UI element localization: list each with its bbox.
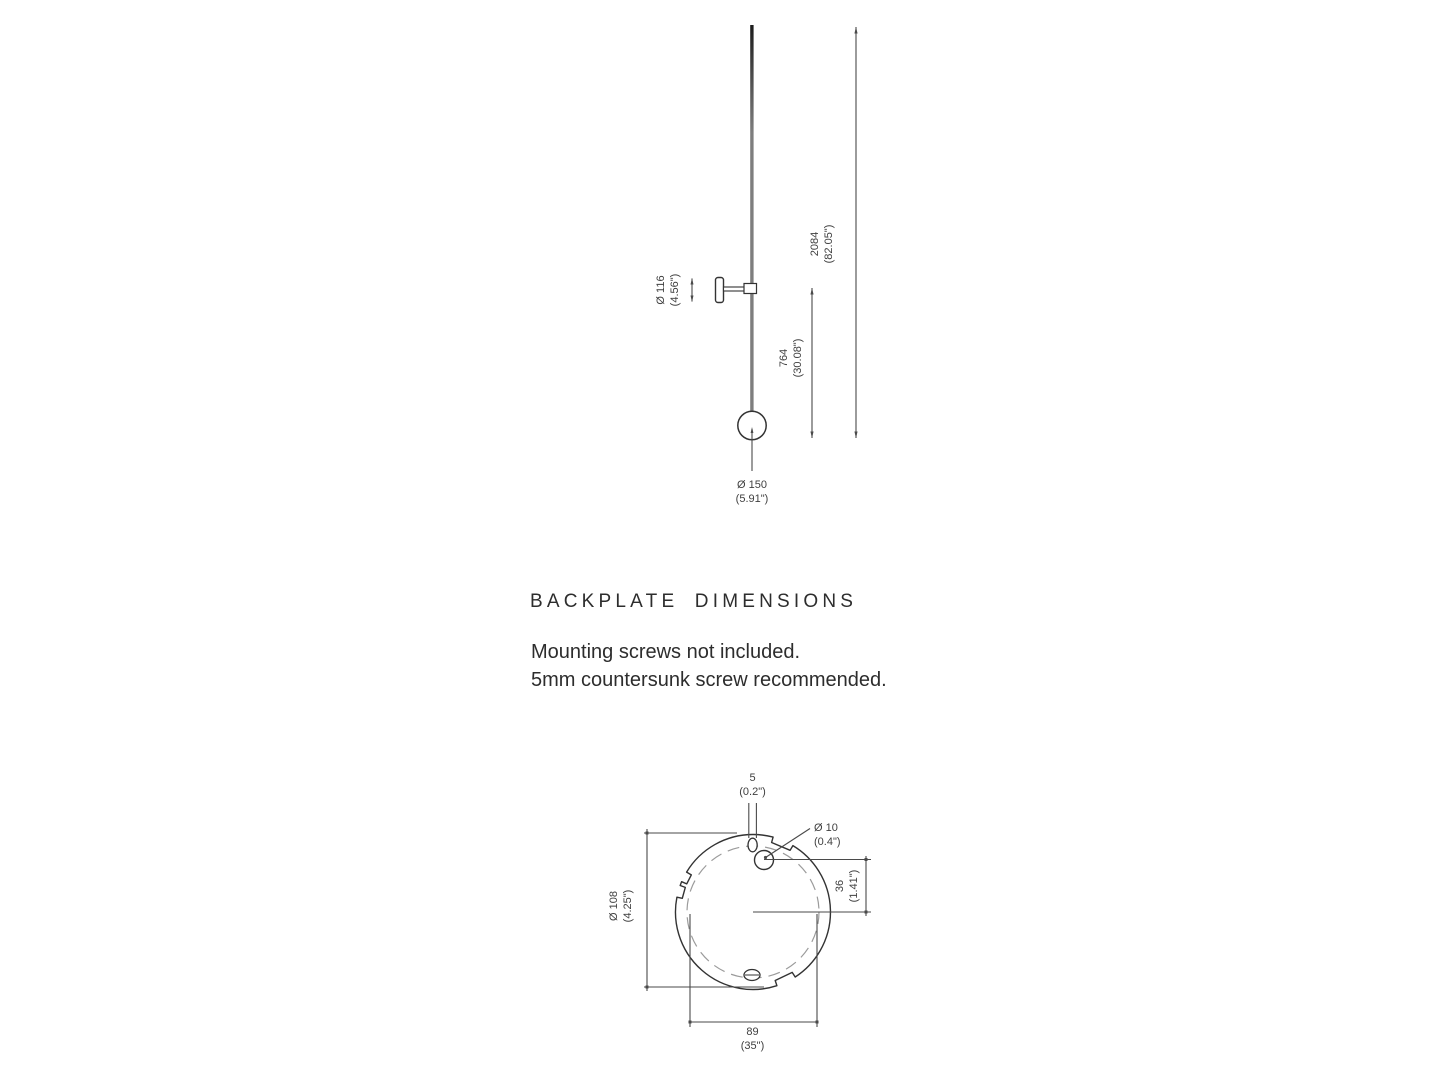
dim-label-hole-spacing bbox=[741, 1025, 764, 1053]
wall-mount-plate bbox=[716, 278, 724, 303]
dim-value-mm: 89 bbox=[746, 1026, 759, 1038]
dim-value-inch: (35") bbox=[740, 1040, 765, 1052]
dim-value-mm: Ø 10 bbox=[814, 822, 838, 834]
dim-label-hole-diameter bbox=[814, 821, 841, 849]
dim-label-plate-diameter bbox=[607, 890, 635, 923]
dim-tick bbox=[816, 1021, 819, 1024]
dim-tick bbox=[865, 858, 868, 861]
wall-mount-arm bbox=[724, 287, 745, 291]
stem-connector bbox=[744, 284, 757, 294]
section-title: BACKPLATE DIMENSIONS bbox=[530, 591, 858, 612]
dim-tick bbox=[865, 911, 868, 914]
dim-value-inch: (4.25") bbox=[622, 889, 634, 923]
dim-label-slot-width bbox=[739, 771, 766, 799]
dim-arrow-up bbox=[810, 288, 813, 295]
dim-label-bracket-diameter bbox=[654, 274, 682, 307]
dim-tick bbox=[646, 832, 649, 835]
dim-value-mm: 764 bbox=[778, 348, 790, 368]
dim-value-inch: (82.05") bbox=[823, 224, 835, 264]
dim-value-inch: (30.08") bbox=[792, 338, 804, 378]
dim-value-inch: (4.56") bbox=[669, 273, 681, 307]
dim-value-mm: Ø 150 bbox=[737, 479, 767, 491]
dim-arrow-down bbox=[691, 296, 694, 303]
note-line: Mounting screws not included. bbox=[531, 641, 801, 663]
dim-value-mm: Ø 108 bbox=[608, 891, 620, 921]
dim-value-inch: (0.4") bbox=[814, 836, 841, 848]
mounting-notes bbox=[531, 638, 887, 694]
dim-value-mm: 2084 bbox=[809, 231, 821, 257]
dim-label-sphere-diameter bbox=[736, 478, 769, 506]
dim-value-mm: 36 bbox=[834, 879, 846, 893]
dim-value-inch: (1.41") bbox=[848, 869, 860, 903]
dim-label-drop bbox=[777, 339, 805, 378]
dim-tick bbox=[646, 986, 649, 989]
fixture-stem bbox=[750, 25, 753, 411]
leader-dot bbox=[764, 856, 767, 859]
dim-value-mm: 5 bbox=[749, 772, 756, 784]
dim-arrow-up bbox=[854, 27, 857, 34]
dim-value-inch: (0.2") bbox=[739, 786, 766, 798]
dim-label-overall-height bbox=[808, 225, 836, 264]
dim-tick bbox=[689, 1021, 692, 1024]
dim-value-mm: Ø 116 bbox=[655, 275, 667, 305]
dim-arrow-up bbox=[691, 278, 694, 285]
mounting-slot-top bbox=[748, 838, 757, 852]
dim-arrow-down bbox=[854, 432, 857, 439]
dim-value-inch: (5.91") bbox=[735, 493, 769, 505]
note-line: 5mm countersunk screw recommended. bbox=[531, 669, 887, 691]
dim-arrow-down bbox=[810, 432, 813, 439]
dim-label-hole-offset bbox=[833, 870, 861, 903]
